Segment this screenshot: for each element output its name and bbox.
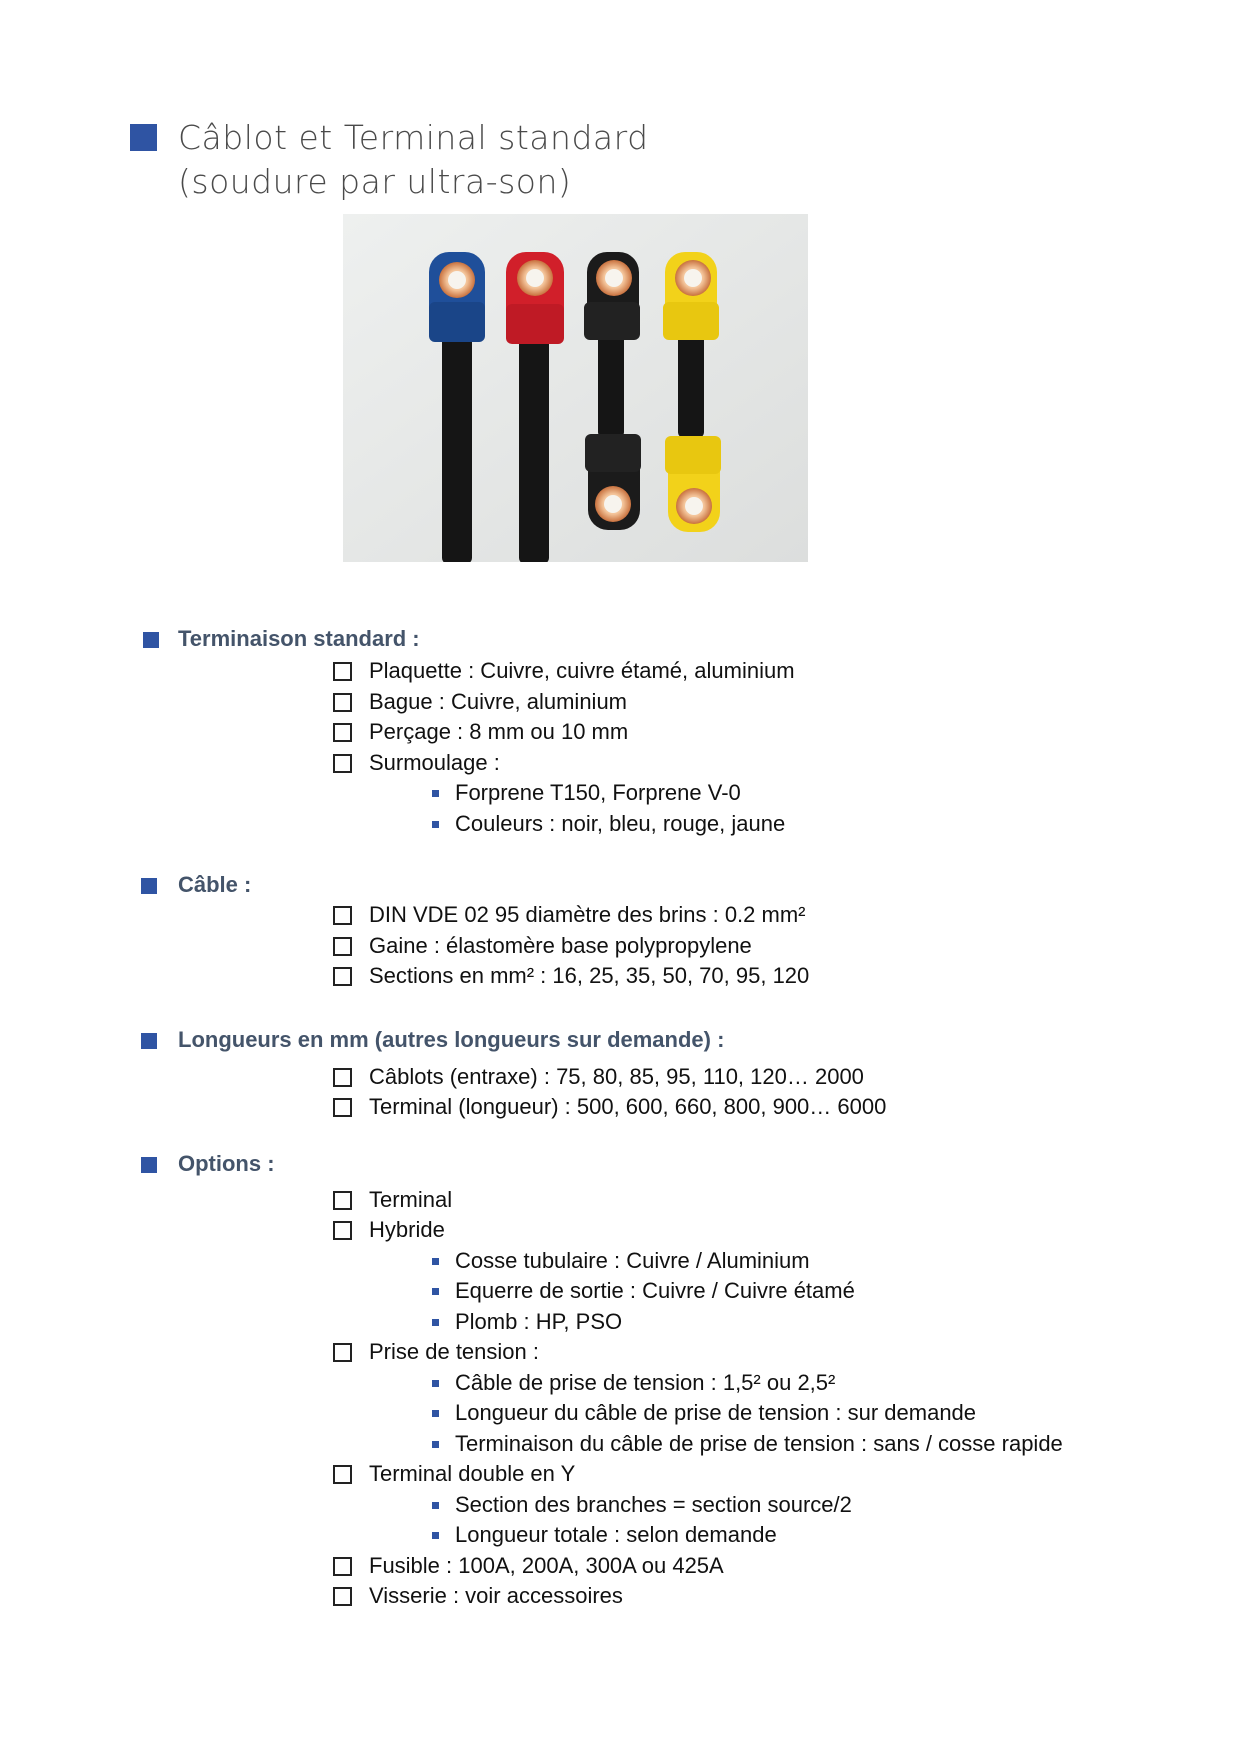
checkbox-icon [333, 1343, 352, 1362]
title-bullet [130, 124, 157, 151]
checkbox-icon [333, 693, 352, 712]
checkbox-icon [333, 662, 352, 681]
checkbox-icon [333, 1068, 352, 1087]
checkbox-icon [333, 723, 352, 742]
section-bullet [141, 878, 157, 894]
square-bullet-icon [432, 821, 439, 828]
square-bullet-icon [432, 1532, 439, 1539]
checkbox-icon [333, 906, 352, 925]
checkbox-icon [333, 937, 352, 956]
checkbox-icon [333, 754, 352, 773]
square-bullet-icon [432, 1380, 439, 1387]
square-bullet-icon [432, 1319, 439, 1326]
title-line-1: Câblot et Terminal standard [178, 118, 649, 157]
checkbox-icon [333, 1557, 352, 1576]
title-line-2: (soudure par ultra-son) [178, 162, 572, 201]
product-photo [343, 214, 808, 562]
section-cable-label: Câble : [178, 872, 252, 897]
page-title [178, 116, 649, 204]
square-bullet-icon [432, 790, 439, 797]
square-bullet-icon [432, 1502, 439, 1509]
square-bullet-icon [432, 1410, 439, 1417]
checkbox-icon [333, 1465, 352, 1484]
checkbox-icon [333, 967, 352, 986]
section-bullet [141, 1033, 157, 1049]
checkbox-icon [333, 1098, 352, 1117]
square-bullet-icon [432, 1441, 439, 1448]
checkbox-icon [333, 1221, 352, 1240]
checkbox-icon [333, 1587, 352, 1606]
checkbox-icon [333, 1191, 352, 1210]
section-options-label: Options : [178, 1151, 275, 1176]
section-terminaison-label: Terminaison standard : [178, 626, 420, 651]
square-bullet-icon [432, 1258, 439, 1265]
section-longueurs-label: Longueurs en mm (autres longueurs sur demande) : [178, 1027, 725, 1052]
square-bullet-icon [432, 1288, 439, 1295]
section-bullet [141, 1157, 157, 1173]
section-bullet [143, 632, 159, 648]
